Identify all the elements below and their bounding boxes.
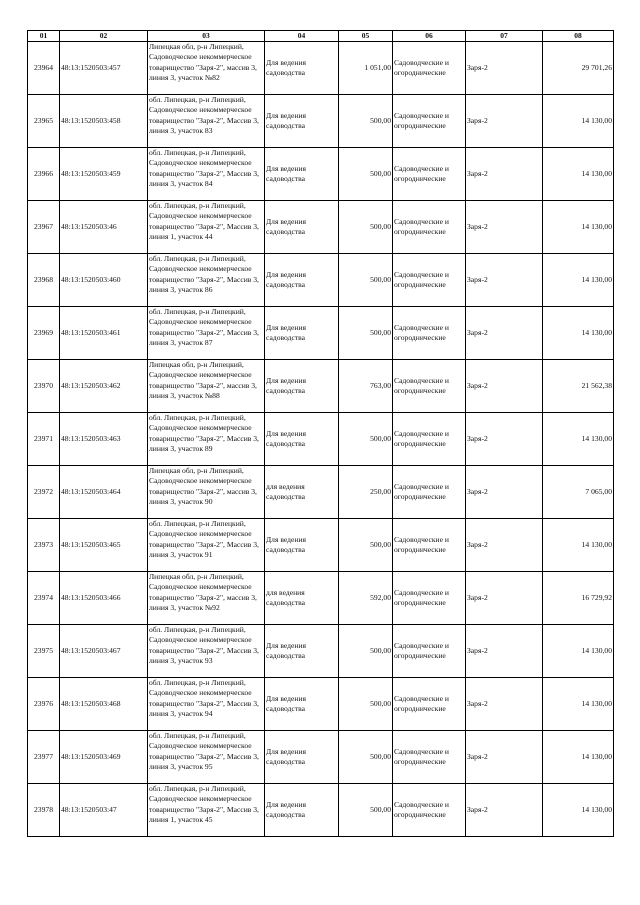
cadastral-value-cell: 14 130,00 — [543, 519, 614, 572]
cadastral-number-cell: 48:13:1520503:457 — [60, 42, 148, 95]
address-cell — [148, 466, 265, 519]
column-header-07: 07 — [466, 31, 543, 42]
cadastral-number-cell: 48:13:1520503:459 — [60, 148, 148, 201]
address-cell — [148, 413, 265, 466]
row-id-cell: 23968 — [28, 254, 60, 307]
area-cell: 500,00 — [339, 201, 393, 254]
column-header-06: 06 — [393, 31, 466, 42]
cadastral-value-cell: 14 130,00 — [543, 731, 614, 784]
address-cell — [148, 731, 265, 784]
land-category-cell: Садоводческие и огороднические — [393, 731, 466, 784]
row-id-cell: 23965 — [28, 95, 60, 148]
address-cell — [148, 254, 265, 307]
address-text: обл. Липецкая, р-н Липецкий, Садоводческое некоммерческое товарищество "Заря-2", Массив 3, линия 3, участок 89 — [149, 413, 259, 454]
cadastral-value-cell: 14 130,00 — [543, 95, 614, 148]
column-header-03: 03 — [148, 31, 265, 42]
zone-cell: Заря-2 — [466, 307, 543, 360]
address-text: обл. Липецкая, р-н Липецкий, Садоводческое некоммерческое товарищество "Заря-2", Массив 3, линия 3, участок 95 — [149, 731, 259, 772]
area-cell: 500,00 — [339, 625, 393, 678]
land-category-cell: Садоводческие и огороднические — [393, 360, 466, 413]
table-body — [28, 42, 614, 837]
zone-cell: Заря-2 — [466, 42, 543, 95]
address-cell — [148, 148, 265, 201]
address-text: Липецкая обл, р-н Липецкий, Садоводческое некоммерческое товарищество "Заря-2", массив 3, линия 3, участок 90 — [149, 466, 257, 507]
address-text: Липецкая обл, р-н Липецкий, Садоводческое некоммерческое товарищество "Заря-2", массив 3, линия 3, участок №88 — [149, 360, 257, 401]
table-row — [28, 572, 614, 625]
table-row — [28, 625, 614, 678]
table-row — [28, 413, 614, 466]
permitted-use-cell: Для ведения садоводства — [265, 95, 339, 148]
land-category-cell: Садоводческие и огороднические — [393, 572, 466, 625]
permitted-use-cell: Для ведения садоводства — [265, 731, 339, 784]
permitted-use-cell: Для ведения садоводства — [265, 201, 339, 254]
land-category-cell: Садоводческие и огороднические — [393, 625, 466, 678]
row-id-cell: 23973 — [28, 519, 60, 572]
permitted-use-cell: Для ведения садоводства — [265, 307, 339, 360]
table-header — [28, 31, 614, 42]
address-text: обл. Липецкая, р-н Липецкий, Садоводческое некоммерческое товарищество "Заря-2", Массив 3, линия 3, участок 83 — [149, 95, 259, 136]
cadastral-number-cell: 48:13:1520503:463 — [60, 413, 148, 466]
table-row — [28, 42, 614, 95]
land-category-cell: Садоводческие и огороднические — [393, 519, 466, 572]
address-cell — [148, 201, 265, 254]
column-header-05: 05 — [339, 31, 393, 42]
cadastral-number-cell: 48:13:1520503:467 — [60, 625, 148, 678]
land-category-cell: Садоводческие и огороднические — [393, 466, 466, 519]
area-cell: 500,00 — [339, 307, 393, 360]
permitted-use-cell: Для ведения садоводства — [265, 519, 339, 572]
table-row — [28, 731, 614, 784]
permitted-use-cell: Для ведения садоводства — [265, 678, 339, 731]
cadastral-number-cell: 48:13:1520503:461 — [60, 307, 148, 360]
zone-cell: Заря-2 — [466, 360, 543, 413]
cadastral-number-cell: 48:13:1520503:465 — [60, 519, 148, 572]
address-cell — [148, 784, 265, 837]
address-cell — [148, 519, 265, 572]
table-row — [28, 678, 614, 731]
table-row — [28, 360, 614, 413]
permitted-use-cell: Для ведения садоводства — [265, 42, 339, 95]
cadastral-value-cell: 14 130,00 — [543, 625, 614, 678]
zone-cell: Заря-2 — [466, 625, 543, 678]
cadastral-value-cell: 14 130,00 — [543, 307, 614, 360]
column-header-04: 04 — [265, 31, 339, 42]
address-text: обл. Липецкая, р-н Липецкий, Садоводческое некоммерческое товарищество "Заря-2", Массив 3, линия 1, участок 44 — [149, 201, 259, 242]
address-cell — [148, 42, 265, 95]
table-row — [28, 148, 614, 201]
zone-cell: Заря-2 — [466, 678, 543, 731]
land-category-cell: Садоводческие и огороднические — [393, 413, 466, 466]
table-row — [28, 201, 614, 254]
cadastral-value-cell: 14 130,00 — [543, 784, 614, 837]
area-cell: 500,00 — [339, 784, 393, 837]
zone-cell: Заря-2 — [466, 148, 543, 201]
header-row — [28, 31, 614, 42]
row-id-cell: 23967 — [28, 201, 60, 254]
address-cell — [148, 678, 265, 731]
table-row — [28, 254, 614, 307]
cadastral-value-cell: 14 130,00 — [543, 678, 614, 731]
zone-cell: Заря-2 — [466, 201, 543, 254]
row-id-cell: 23969 — [28, 307, 60, 360]
permitted-use-cell: для ведения садоводства — [265, 572, 339, 625]
area-cell: 250,00 — [339, 466, 393, 519]
cadastral-number-cell: 48:13:1520503:462 — [60, 360, 148, 413]
address-text: обл. Липецкая, р-н Липецкий, Садоводческое некоммерческое товарищество "Заря-2", Массив 3, линия 1, участок 45 — [149, 784, 259, 825]
cadastral-number-cell: 48:13:1520503:469 — [60, 731, 148, 784]
cadastral-value-cell: 21 562,38 — [543, 360, 614, 413]
land-category-cell: Садоводческие и огороднические — [393, 678, 466, 731]
column-header-02: 02 — [60, 31, 148, 42]
cadastral-value-cell: 14 130,00 — [543, 148, 614, 201]
cadastral-value-cell: 14 130,00 — [543, 254, 614, 307]
table-row — [28, 519, 614, 572]
area-cell: 500,00 — [339, 678, 393, 731]
row-id-cell: 23974 — [28, 572, 60, 625]
permitted-use-cell: для ведения садоводства — [265, 466, 339, 519]
zone-cell: Заря-2 — [466, 519, 543, 572]
cadastral-number-cell: 48:13:1520503:47 — [60, 784, 148, 837]
row-id-cell: 23977 — [28, 731, 60, 784]
land-registry-table — [27, 30, 614, 837]
row-id-cell: 23971 — [28, 413, 60, 466]
area-cell: 500,00 — [339, 519, 393, 572]
land-category-cell: Садоводческие и огороднические — [393, 95, 466, 148]
table-row — [28, 466, 614, 519]
land-category-cell: Садоводческие и огороднические — [393, 201, 466, 254]
column-header-08: 08 — [543, 31, 614, 42]
cadastral-number-cell: 48:13:1520503:458 — [60, 95, 148, 148]
table-row — [28, 95, 614, 148]
address-text: обл. Липецкая, р-н Липецкий, Садоводческое некоммерческое товарищество "Заря-2", Массив 3, линия 3, участок 86 — [149, 254, 259, 295]
address-text: обл. Липецкая, р-н Липецкий, Садоводческое некоммерческое товарищество "Заря-2", Массив 3, линия 3, участок 93 — [149, 625, 259, 666]
area-cell: 500,00 — [339, 413, 393, 466]
permitted-use-cell: Для ведения садоводства — [265, 625, 339, 678]
cadastral-value-cell: 14 130,00 — [543, 413, 614, 466]
permitted-use-cell: Для ведения садоводства — [265, 784, 339, 837]
zone-cell: Заря-2 — [466, 466, 543, 519]
row-id-cell: 23978 — [28, 784, 60, 837]
row-id-cell: 23966 — [28, 148, 60, 201]
area-cell: 500,00 — [339, 731, 393, 784]
cadastral-number-cell: 48:13:1520503:460 — [60, 254, 148, 307]
address-cell — [148, 360, 265, 413]
cadastral-number-cell: 48:13:1520503:46 — [60, 201, 148, 254]
row-id-cell: 23964 — [28, 42, 60, 95]
address-text: Липецкая обл, р-н Липецкий, Садоводческое некоммерческое товарищество "Заря-2", массив 3, линия 3, участок №82 — [149, 42, 257, 83]
area-cell: 763,00 — [339, 360, 393, 413]
area-cell: 500,00 — [339, 148, 393, 201]
address-cell — [148, 625, 265, 678]
address-text: обл. Липецкая, р-н Липецкий, Садоводческое некоммерческое товарищество "Заря-2", Массив 3, линия 3, участок 87 — [149, 307, 259, 348]
cadastral-number-cell: 48:13:1520503:466 — [60, 572, 148, 625]
area-cell: 1 051,00 — [339, 42, 393, 95]
land-category-cell: Садоводческие и огороднические — [393, 307, 466, 360]
land-category-cell: Садоводческие и огороднические — [393, 784, 466, 837]
address-text: обл. Липецкая, р-н Липецкий, Садоводческое некоммерческое товарищество "Заря-2", Массив 3, линия 3, участок 91 — [149, 519, 259, 560]
zone-cell: Заря-2 — [466, 413, 543, 466]
cadastral-value-cell: 7 065,00 — [543, 466, 614, 519]
table-row — [28, 307, 614, 360]
address-text: обл. Липецкая, р-н Липецкий, Садоводческое некоммерческое товарищество "Заря-2", Массив 3, линия 3, участок 94 — [149, 678, 259, 719]
address-cell — [148, 95, 265, 148]
land-category-cell: Садоводческие и огороднические — [393, 148, 466, 201]
row-id-cell: 23976 — [28, 678, 60, 731]
permitted-use-cell: Для ведения садоводства — [265, 254, 339, 307]
row-id-cell: 23975 — [28, 625, 60, 678]
cadastral-number-cell: 48:13:1520503:464 — [60, 466, 148, 519]
zone-cell: Заря-2 — [466, 254, 543, 307]
land-category-cell: Садоводческие и огороднические — [393, 254, 466, 307]
address-text: Липецкая обл, р-н Липецкий, Садоводческое некоммерческое товарищество "Заря-2", массив 3, линия 3, участок №92 — [149, 572, 257, 613]
address-text: обл. Липецкая, р-н Липецкий, Садоводческое некоммерческое товарищество "Заря-2", Массив 3, линия 3, участок 84 — [149, 148, 259, 189]
area-cell: 500,00 — [339, 95, 393, 148]
cadastral-value-cell: 16 729,92 — [543, 572, 614, 625]
column-header-01: 01 — [28, 31, 60, 42]
address-cell — [148, 572, 265, 625]
zone-cell: Заря-2 — [466, 572, 543, 625]
area-cell: 500,00 — [339, 254, 393, 307]
cadastral-number-cell: 48:13:1520503:468 — [60, 678, 148, 731]
zone-cell: Заря-2 — [466, 784, 543, 837]
cadastral-value-cell: 29 701,26 — [543, 42, 614, 95]
table-row — [28, 784, 614, 837]
permitted-use-cell: Для ведения садоводства — [265, 413, 339, 466]
permitted-use-cell: Для ведения садоводства — [265, 148, 339, 201]
land-category-cell: Садоводческие и огороднические — [393, 42, 466, 95]
cadastral-value-cell: 14 130,00 — [543, 201, 614, 254]
permitted-use-cell: Для ведения садоводства — [265, 360, 339, 413]
zone-cell: Заря-2 — [466, 95, 543, 148]
row-id-cell: 23972 — [28, 466, 60, 519]
area-cell: 592,00 — [339, 572, 393, 625]
row-id-cell: 23970 — [28, 360, 60, 413]
zone-cell: Заря-2 — [466, 731, 543, 784]
address-cell — [148, 307, 265, 360]
